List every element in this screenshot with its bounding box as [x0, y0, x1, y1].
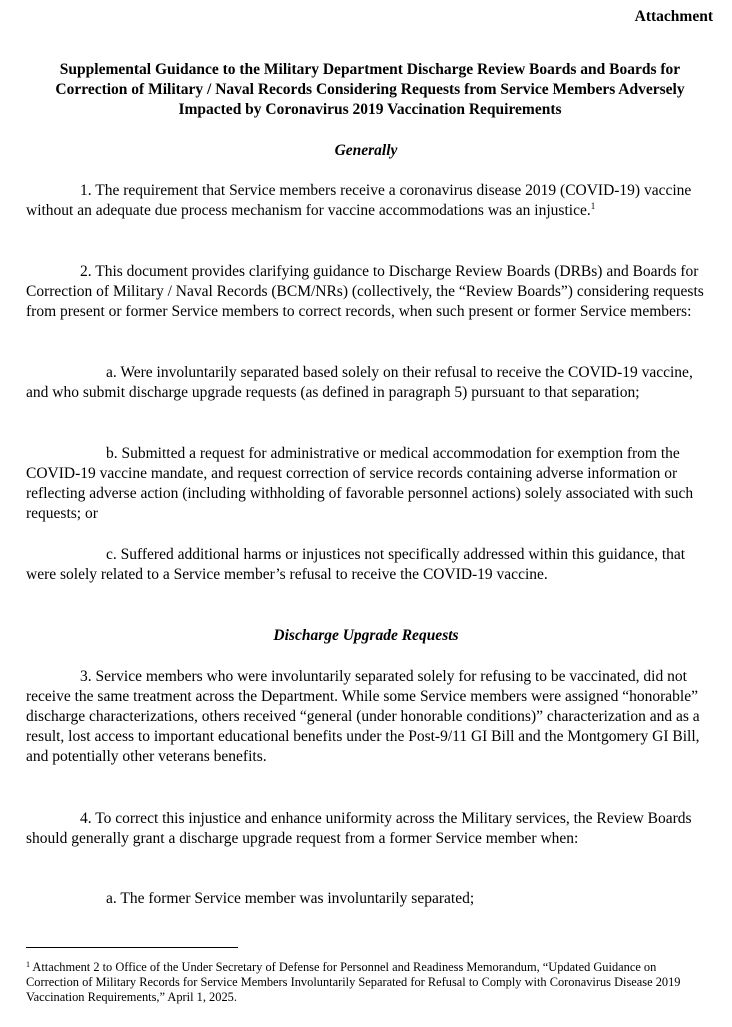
paragraph-2a — [26, 363, 716, 403]
paragraph-1-text: 1. The requirement that Service members receive a coronavirus disease 2019 (COVID-19) vaccine without an adequate due process mechanism for vaccine accommodations was an injustice. — [26, 182, 692, 219]
section-heading-discharge-upgrade: Discharge Upgrade Requests — [273, 627, 459, 644]
paragraph-2 — [26, 262, 716, 322]
paragraph-2a-text: a. Were involuntarily separated based solely on their refusal to receive the COVID-19 vaccine, and who submit discharge upgrade requests (as defined in paragraph 5) pursuant to that separation; — [26, 364, 693, 401]
paragraph-2b — [26, 444, 716, 524]
paragraph-4-text: 4. To correct this injustice and enhance uniformity across the Military services, the Review Boards should generally grant a discharge upgrade request from a former Service member when: — [26, 810, 692, 847]
attachment-label: Attachment — [634, 8, 713, 25]
paragraph-2c-text: c. Suffered additional harms or injustices not specifically addressed within this guidance, that were solely related to a Service member’s refusal to receive the COVID-19 vaccine. — [26, 546, 686, 583]
paragraph-2-text: 2. This document provides clarifying guidance to Discharge Review Boards (DRBs) and Boards for Correction of Military / Naval Records (BCM/NRs) (collectively, the “Review Boards”) considering requests from present or former Service members to correct records, when such present or former Service members: — [26, 263, 704, 320]
paragraph-4a-text: a. The former Service member was involuntarily separated; — [106, 890, 475, 907]
footnote-1 — [26, 960, 706, 1005]
paragraph-1 — [26, 181, 716, 221]
footnote-text: Attachment 2 to Office of the Under Secretary of Defense for Personnel and Readiness Memorandum, “Updated Guidance on Correction of Military Records for Service Members Involuntarily Separated for Refusal to Comply with Coronavirus Disease 2019 Vaccination Requirements,” April 1, 2025. — [26, 960, 681, 1004]
paragraph-4 — [26, 809, 716, 849]
paragraph-3-text: 3. Service members who were involuntarily separated solely for refusing to be vaccinated, did not receive the same treatment across the Department. While some Service members were assigned “honorable” discharge characterizations, others received “general (under honorable conditions)” characterization and as a result, lost access to important educational benefits under the Post-9/11 GI Bill and the Montgomery GI Bill, and potentially other veterans benefits. — [26, 668, 700, 765]
paragraph-4a — [26, 889, 716, 909]
document-title: Supplemental Guidance to the Military Department Discharge Review Boards and Boards for Correction of Military / Naval Records Considering Requests from Service Members Adversely Impacted by Coronavirus 2019 Vaccination Requirements — [55, 61, 685, 118]
section-heading-generally: Generally — [334, 142, 398, 159]
paragraph-3 — [26, 667, 716, 767]
paragraph-2b-text: b. Submitted a request for administrative or medical accommodation for exemption from the COVID-19 vaccine mandate, and request correction of service records containing adverse information or reflecting adverse action (including withholding of favorable personnel actions) solely associated with such requests; or — [26, 445, 694, 522]
footnote-divider — [26, 947, 238, 948]
footnote-number: 1 — [26, 960, 30, 969]
paragraph-2c — [26, 545, 716, 585]
footnote-ref-1: 1 — [590, 201, 596, 211]
